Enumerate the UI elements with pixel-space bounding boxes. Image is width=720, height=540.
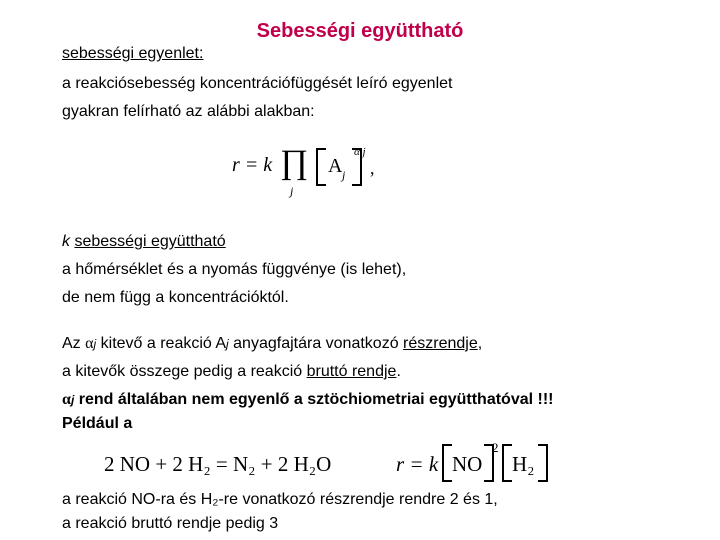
reaction-equation: 2 NO + 2 H₂ = N₂ + 2 H₂O: [104, 452, 332, 476]
text-line: a hőmérséklet és a nyomás függvénye (is lehet),: [62, 261, 407, 278]
warning-line: [62, 390, 554, 410]
product-index: j: [290, 184, 294, 198]
k-symbol: k: [62, 233, 70, 250]
text-span: ,: [477, 335, 483, 352]
example-rate-equation: [396, 440, 556, 480]
text-span: .: [396, 363, 401, 380]
no-bracket: [442, 444, 494, 478]
text-span: rend általában nem egyenlő a sztöchiometriai együtthatóval !!!: [74, 391, 554, 408]
text-line: a reakció bruttó rendje pedig 3: [62, 515, 279, 532]
k-label: sebességi együttható: [74, 233, 226, 250]
species-subscript: j: [342, 168, 346, 182]
no-species: NO: [452, 452, 483, 476]
alpha-symbol: α: [62, 391, 71, 408]
text-line: a reakciósebesség koncentrációfüggését leíró egyenlet: [62, 75, 453, 92]
example-intro: Például a: [62, 415, 133, 432]
h2-bracket: [502, 444, 548, 478]
exponent: α j: [354, 146, 366, 158]
text-line: de nem függ a koncentrációktól.: [62, 289, 289, 306]
no-exponent: 2: [492, 440, 499, 455]
species-symbol: A: [328, 155, 343, 177]
h2-species: H₂: [512, 452, 535, 476]
overall-order-line: [62, 362, 401, 382]
text-span: kitevő a reakció A: [96, 335, 227, 352]
text-span: Az: [62, 335, 86, 352]
subscript-j: j: [70, 393, 75, 407]
page-title: Sebességi együttható: [256, 20, 464, 42]
partial-order-line: [62, 334, 482, 354]
term-partial-order: részrendje: [403, 335, 478, 352]
term-overall-order: bruttó rendje: [306, 363, 397, 380]
product-symbol: ∏: [280, 144, 308, 181]
text-span: a kitevők összege pedig a reakció: [62, 363, 307, 380]
rate-equation-formula: [232, 146, 392, 202]
subscript-j: j: [93, 337, 97, 351]
rate-lhs: r = k: [396, 452, 439, 476]
formula-comma: ,: [370, 158, 375, 178]
rate-equation-heading: sebességi egyenlet:: [62, 45, 204, 62]
text-span: anyagfajtára vonatkozó: [228, 335, 404, 352]
text-line: a reakció NO‑ra és H₂‑re vonatkozó részrendje rendre 2 és 1,: [62, 491, 498, 508]
text-line: gyakran felírható az alábbi alakban:: [62, 103, 315, 120]
k-definition: [62, 232, 226, 252]
alpha-symbol: α: [85, 335, 94, 352]
subscript-j: j: [226, 337, 229, 351]
formula-lhs: r = k: [232, 154, 273, 176]
